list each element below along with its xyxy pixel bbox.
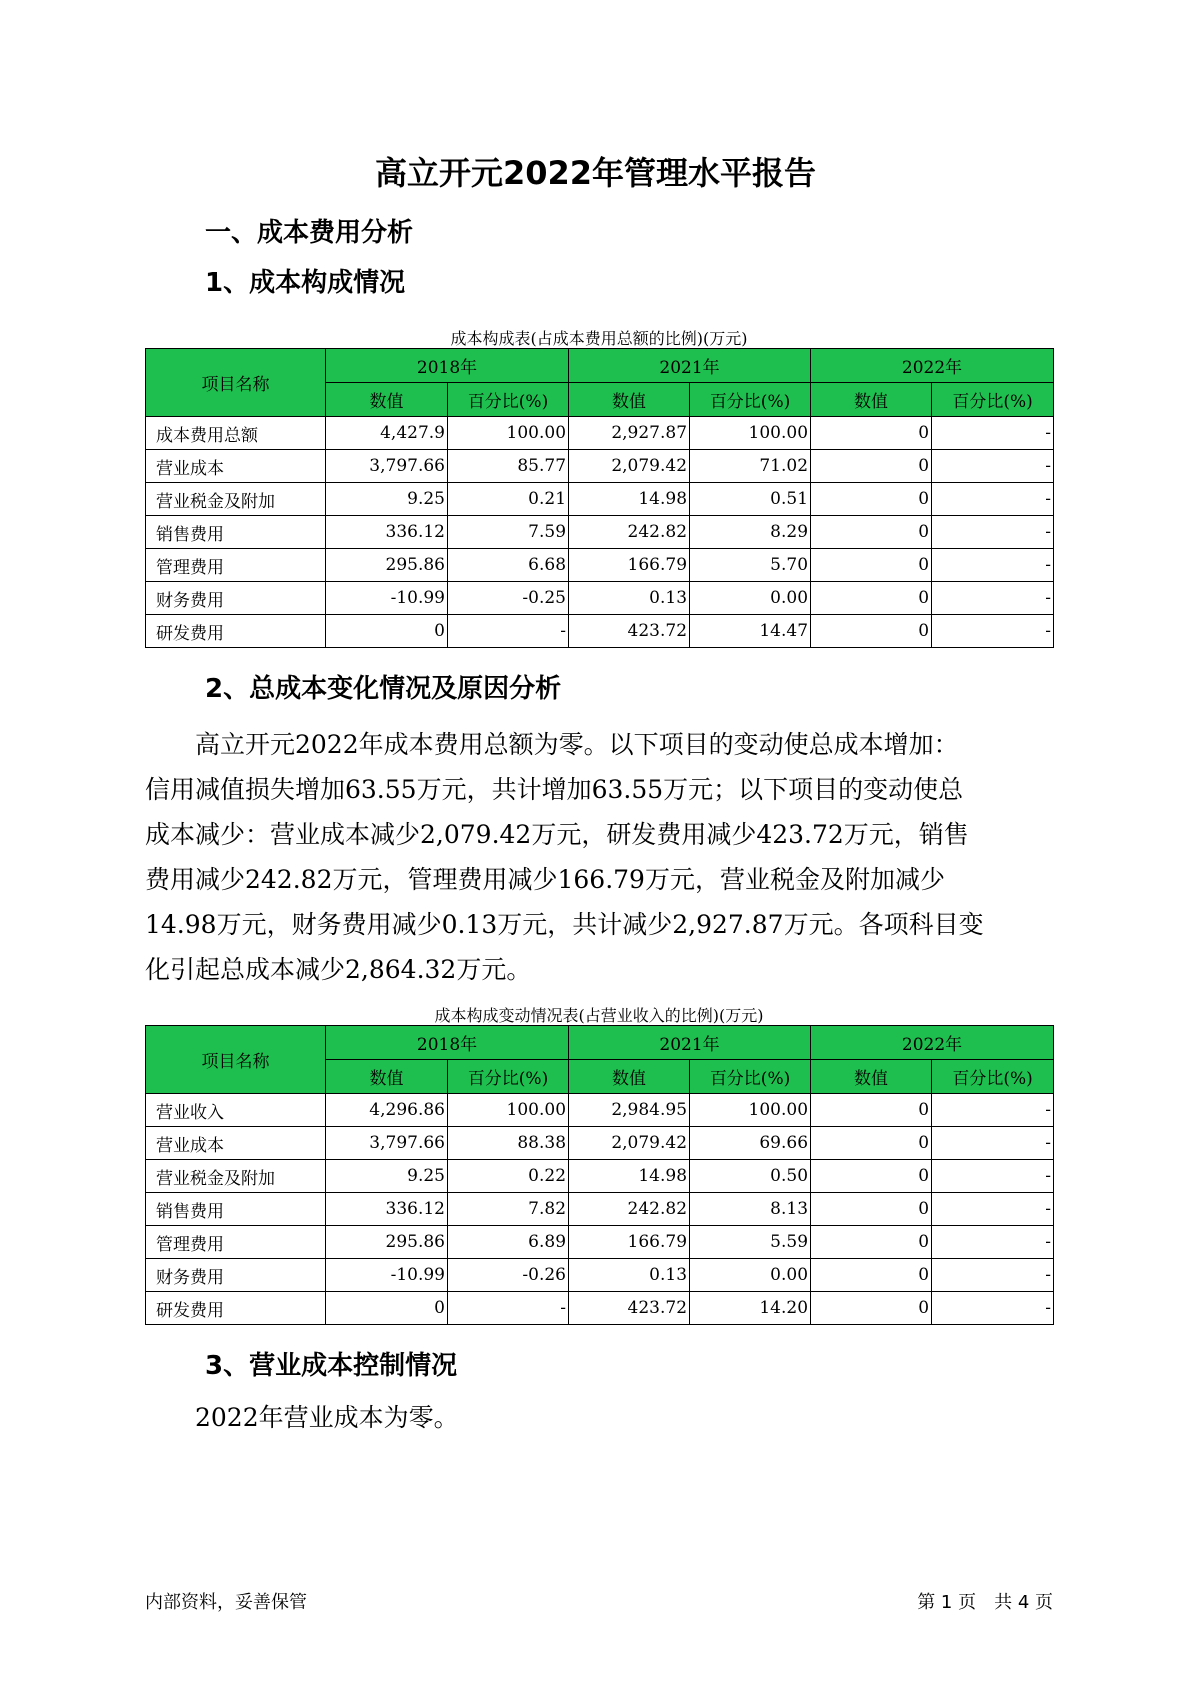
header-year-2021: 2021年 <box>569 349 811 383</box>
value-cell: 2,927.87 <box>569 417 690 450</box>
value-cell: 2,079.42 <box>569 1127 690 1160</box>
subheader-percent: 百分比(%) <box>932 1060 1054 1094</box>
percent-cell: 0.00 <box>690 582 811 615</box>
paragraph-line: 高立开元2022年成本费用总额为零。以下项目的变动使总成本增加： <box>145 730 959 759</box>
percent-cell: - <box>932 582 1054 615</box>
value-cell: 0 <box>811 1193 932 1226</box>
percent-cell: 100.00 <box>690 1094 811 1127</box>
percent-cell: 69.66 <box>690 1127 811 1160</box>
value-cell: 9.25 <box>326 1160 448 1193</box>
value-cell: 0 <box>811 1292 932 1325</box>
subheader-percent: 百分比(%) <box>690 383 811 417</box>
percent-cell: 100.00 <box>448 1094 569 1127</box>
table-row <box>146 450 1054 483</box>
header-year-2022: 2022年 <box>811 1026 1054 1060</box>
header-year-2021: 2021年 <box>569 1026 811 1060</box>
percent-cell: 88.38 <box>448 1127 569 1160</box>
percent-cell: - <box>932 516 1054 549</box>
subheader-percent: 百分比(%) <box>932 383 1054 417</box>
paragraph-line: 信用减值损失增加63.55万元，共计增加63.55万元；以下项目的变动使总 <box>145 775 964 804</box>
value-cell: 0 <box>811 516 932 549</box>
percent-cell: 0.21 <box>448 483 569 516</box>
table-header-row <box>146 349 1054 383</box>
value-cell: 166.79 <box>569 1226 690 1259</box>
value-cell: 0 <box>811 1094 932 1127</box>
value-cell: 423.72 <box>569 615 690 648</box>
cost-structure-table <box>145 348 1054 648</box>
percent-cell: 0.50 <box>690 1160 811 1193</box>
value-cell: 14.98 <box>569 483 690 516</box>
row-label: 研发费用 <box>146 615 326 648</box>
percent-cell: - <box>932 1160 1054 1193</box>
paragraph-line: 2022年营业成本为零。 <box>145 1403 459 1432</box>
value-cell: -10.99 <box>326 1259 448 1292</box>
value-cell: 4,296.86 <box>326 1094 448 1127</box>
table-row <box>146 516 1054 549</box>
value-cell: 3,797.66 <box>326 1127 448 1160</box>
value-cell: 242.82 <box>569 516 690 549</box>
table1-caption: 成本构成表(占成本费用总额的比例)(万元) <box>450 329 748 348</box>
section-heading-cost-analysis: 一、成本费用分析 <box>205 218 414 248</box>
footer-page-number: 第 1 页 共 4 页 <box>917 1592 1053 1613</box>
percent-cell: 14.47 <box>690 615 811 648</box>
table-row <box>146 1160 1054 1193</box>
row-label: 营业成本 <box>146 1127 326 1160</box>
value-cell: 336.12 <box>326 1193 448 1226</box>
value-cell: 0 <box>811 1259 932 1292</box>
percent-cell: 8.29 <box>690 516 811 549</box>
value-cell: 0 <box>811 615 932 648</box>
table-row <box>146 1259 1054 1292</box>
value-cell: 0 <box>811 549 932 582</box>
header-year-2022: 2022年 <box>811 349 1054 383</box>
percent-cell: 100.00 <box>690 417 811 450</box>
table-row <box>146 417 1054 450</box>
value-cell: 9.25 <box>326 483 448 516</box>
row-label: 管理费用 <box>146 1226 326 1259</box>
subheader-value: 数值 <box>326 383 448 417</box>
table-row <box>146 615 1054 648</box>
subheader-value: 数值 <box>811 1060 932 1094</box>
row-label: 营业税金及附加 <box>146 483 326 516</box>
row-label: 销售费用 <box>146 516 326 549</box>
value-cell: 3,797.66 <box>326 450 448 483</box>
value-cell: 0.13 <box>569 582 690 615</box>
percent-cell: -0.26 <box>448 1259 569 1292</box>
percent-cell: -0.25 <box>448 582 569 615</box>
table-row <box>146 1094 1054 1127</box>
value-cell: 242.82 <box>569 1193 690 1226</box>
percent-cell: 14.20 <box>690 1292 811 1325</box>
percent-cell: 0.51 <box>690 483 811 516</box>
percent-cell: - <box>448 1292 569 1325</box>
percent-cell: - <box>932 1127 1054 1160</box>
table-row <box>146 549 1054 582</box>
row-label: 营业税金及附加 <box>146 1160 326 1193</box>
subsection-heading-cost-structure: 1、成本构成情况 <box>205 268 406 298</box>
subheader-value: 数值 <box>569 1060 690 1094</box>
header-year-2018: 2018年 <box>326 349 569 383</box>
row-label: 营业收入 <box>146 1094 326 1127</box>
header-item-name: 项目名称 <box>146 349 326 417</box>
percent-cell: 0.22 <box>448 1160 569 1193</box>
value-cell: 336.12 <box>326 516 448 549</box>
percent-cell: - <box>448 615 569 648</box>
percent-cell: 5.70 <box>690 549 811 582</box>
table-row <box>146 1226 1054 1259</box>
row-label: 管理费用 <box>146 549 326 582</box>
row-label: 财务费用 <box>146 582 326 615</box>
subheader-percent: 百分比(%) <box>448 1060 569 1094</box>
percent-cell: 7.82 <box>448 1193 569 1226</box>
percent-cell: - <box>932 1292 1054 1325</box>
percent-cell: 7.59 <box>448 516 569 549</box>
percent-cell: 85.77 <box>448 450 569 483</box>
percent-cell: - <box>932 615 1054 648</box>
value-cell: -10.99 <box>326 582 448 615</box>
percent-cell: - <box>932 1193 1054 1226</box>
percent-cell: 0.00 <box>690 1259 811 1292</box>
value-cell: 0 <box>811 1160 932 1193</box>
header-item-name: 项目名称 <box>146 1026 326 1094</box>
value-cell: 0 <box>811 450 932 483</box>
table-row <box>146 582 1054 615</box>
subheader-value: 数值 <box>569 383 690 417</box>
table-row <box>146 1193 1054 1226</box>
report-title: 高立开元2022年管理水平报告 <box>374 154 817 192</box>
percent-cell: - <box>932 549 1054 582</box>
value-cell: 4,427.9 <box>326 417 448 450</box>
row-label: 营业成本 <box>146 450 326 483</box>
percent-cell: - <box>932 1259 1054 1292</box>
value-cell: 295.86 <box>326 549 448 582</box>
value-cell: 166.79 <box>569 549 690 582</box>
row-label: 研发费用 <box>146 1292 326 1325</box>
value-cell: 295.86 <box>326 1226 448 1259</box>
header-year-2018: 2018年 <box>326 1026 569 1060</box>
subheader-value: 数值 <box>326 1060 448 1094</box>
percent-cell: - <box>932 1094 1054 1127</box>
value-cell: 0 <box>811 1226 932 1259</box>
value-cell: 2,079.42 <box>569 450 690 483</box>
row-label: 财务费用 <box>146 1259 326 1292</box>
value-cell: 0 <box>811 417 932 450</box>
percent-cell: - <box>932 1226 1054 1259</box>
value-cell: 0 <box>326 615 448 648</box>
paragraph-line: 成本减少：营业成本减少2,079.42万元，研发费用减少423.72万元，销售 <box>145 820 969 849</box>
percent-cell: 71.02 <box>690 450 811 483</box>
table-row <box>146 483 1054 516</box>
percent-cell: 6.68 <box>448 549 569 582</box>
value-cell: 0.13 <box>569 1259 690 1292</box>
row-label: 成本费用总额 <box>146 417 326 450</box>
value-cell: 0 <box>811 1127 932 1160</box>
analysis-paragraph <box>145 722 1055 992</box>
paragraph-line: 14.98万元，财务费用减少0.13万元，共计减少2,927.87万元。各项科目变 <box>145 910 984 939</box>
subheader-value: 数值 <box>811 383 932 417</box>
value-cell: 423.72 <box>569 1292 690 1325</box>
paragraph-line: 化引起总成本减少2,864.32万元。 <box>145 955 532 984</box>
paragraph-line: 费用减少242.82万元，管理费用减少166.79万元，营业税金及附加减少 <box>145 865 945 894</box>
cost-change-table <box>145 1025 1054 1325</box>
table-row <box>146 1292 1054 1325</box>
subsection-heading-operating-cost: 3、营业成本控制情况 <box>205 1351 458 1381</box>
value-cell: 2,984.95 <box>569 1094 690 1127</box>
percent-cell: - <box>932 417 1054 450</box>
row-label: 销售费用 <box>146 1193 326 1226</box>
subsection-heading-total-cost-change: 2、总成本变化情况及原因分析 <box>205 674 562 704</box>
table-header-row <box>146 1026 1054 1060</box>
operating-cost-paragraph <box>145 1395 1055 1440</box>
percent-cell: - <box>932 483 1054 516</box>
subheader-percent: 百分比(%) <box>690 1060 811 1094</box>
table2-caption: 成本构成变动情况表(占营业收入的比例)(万元) <box>434 1006 764 1025</box>
subheader-percent: 百分比(%) <box>448 383 569 417</box>
value-cell: 0 <box>326 1292 448 1325</box>
percent-cell: 8.13 <box>690 1193 811 1226</box>
footer-confidential-note: 内部资料，妥善保管 <box>145 1592 307 1613</box>
percent-cell: 6.89 <box>448 1226 569 1259</box>
table-row <box>146 1127 1054 1160</box>
value-cell: 0 <box>811 582 932 615</box>
percent-cell: 100.00 <box>448 417 569 450</box>
value-cell: 14.98 <box>569 1160 690 1193</box>
value-cell: 0 <box>811 483 932 516</box>
percent-cell: - <box>932 450 1054 483</box>
percent-cell: 5.59 <box>690 1226 811 1259</box>
